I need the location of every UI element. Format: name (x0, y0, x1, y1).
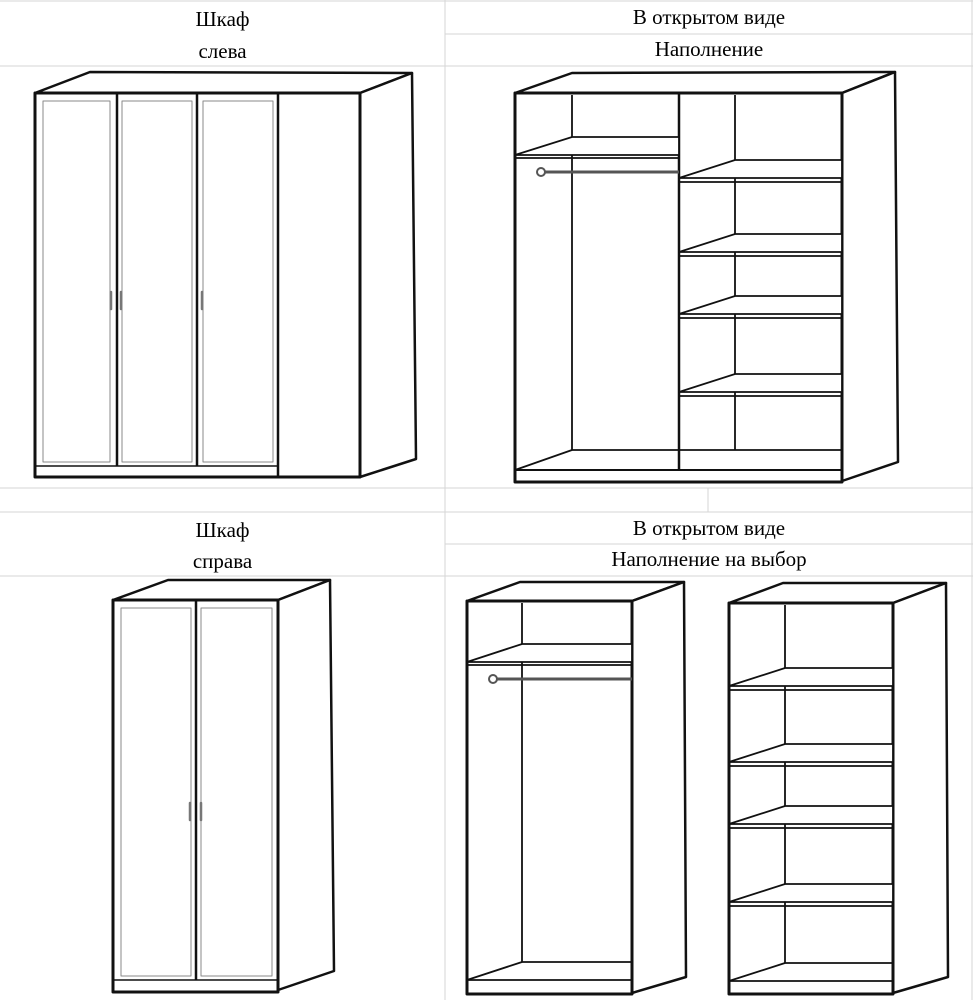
left-header-subtitle-2: справа (192, 549, 253, 573)
left-header-subtitle: слева (198, 39, 247, 63)
right-header-title-2: В открытом виде (632, 516, 786, 540)
right-header-title: В открытом виде (632, 5, 786, 29)
left-header-title: Шкаф (195, 7, 250, 31)
right-header-subtitle: Наполнение (654, 37, 764, 61)
left-header-title-2: Шкаф (195, 518, 250, 542)
right-header-subtitle-2: Наполнение на выбор (611, 547, 807, 571)
